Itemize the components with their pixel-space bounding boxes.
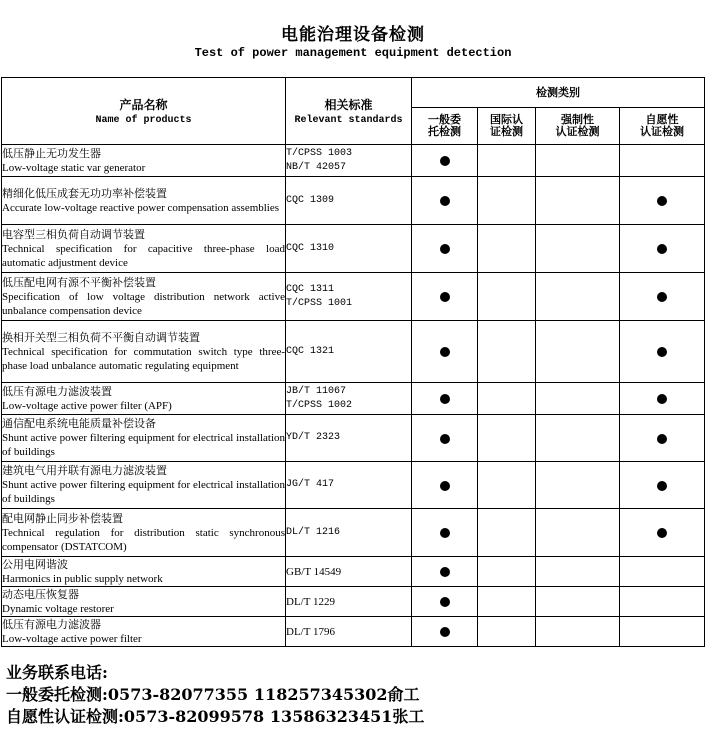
product-cell [2, 225, 286, 273]
category-mark-cell [620, 462, 705, 509]
category-mark-cell [412, 557, 478, 587]
category-mark-cell [412, 383, 478, 415]
category-mark-cell [478, 383, 536, 415]
product-cell [2, 557, 286, 587]
filled-circle-icon [440, 597, 450, 607]
standard-code: JB/T 11067 [286, 385, 347, 397]
product-cell [2, 177, 286, 225]
category-mark-cell [412, 273, 478, 321]
standard-cell [286, 383, 412, 415]
table-row [2, 225, 705, 273]
standard-code: DL/T 1216 [286, 526, 341, 538]
table-row [2, 617, 705, 647]
filled-circle-icon [440, 347, 450, 357]
header-standard-en: Relevant standards [294, 115, 403, 126]
filled-circle-icon [440, 196, 450, 206]
product-name-zh: 低压静止无功发生器 [2, 146, 101, 160]
category-mark-cell [536, 617, 620, 647]
product-name-en: Accurate low-voltage reactive power compensation assemblies [2, 201, 280, 214]
standard-cell [286, 587, 412, 617]
filled-circle-icon [440, 244, 450, 254]
standard-code: DL/T 1229 [286, 595, 335, 608]
category-mark-cell [478, 462, 536, 509]
product-name-en: Low-voltage active power filter [2, 632, 142, 645]
standard-code: T/CPSS 1003 [286, 147, 353, 159]
category-header [620, 108, 705, 145]
category-mark-cell [412, 225, 478, 273]
filled-circle-icon [440, 434, 450, 444]
contact-line-voluntary [6, 706, 424, 728]
category-mark-cell [620, 587, 705, 617]
standard-code: CQC 1311 [286, 283, 335, 295]
category-mark-cell [620, 415, 705, 462]
product-cell [2, 462, 286, 509]
contact-line-general [6, 684, 424, 706]
filled-circle-icon [657, 394, 667, 404]
contact-heading: 业务联系电话: [6, 663, 108, 682]
contact-mobile: 13586323451张工 [269, 707, 425, 726]
table-row [2, 557, 705, 587]
product-cell [2, 415, 286, 462]
standard-code: CQC 1321 [286, 345, 335, 357]
product-name-en: Dynamic voltage restorer [2, 602, 114, 615]
category-line2: 托检测 [428, 125, 461, 138]
contact-label: 自愿性认证检测: [6, 707, 124, 726]
category-mark-cell [536, 321, 620, 383]
category-mark-cell [620, 145, 705, 177]
product-cell [2, 509, 286, 557]
contact-phone: 0573-82077355 [107, 685, 249, 704]
contact-section [6, 662, 424, 728]
category-mark-cell [412, 177, 478, 225]
category-mark-cell [620, 225, 705, 273]
category-mark-cell [536, 225, 620, 273]
product-name-zh: 电容型三相负荷自动调节装置 [2, 227, 145, 241]
category-mark-cell [478, 617, 536, 647]
category-mark-cell [536, 177, 620, 225]
filled-circle-icon [657, 347, 667, 357]
category-mark-cell [478, 145, 536, 177]
header-product-en: Name of products [95, 115, 192, 126]
contact-mobile: 118257345302俞工 [253, 685, 420, 704]
category-mark-cell [412, 462, 478, 509]
category-mark-cell [478, 587, 536, 617]
standard-cell [286, 462, 412, 509]
category-mark-cell [620, 321, 705, 383]
standard-code: T/CPSS 1001 [286, 297, 353, 309]
contact-phone: 0573-82099578 [123, 707, 265, 726]
table-row [2, 509, 705, 557]
product-cell [2, 321, 286, 383]
product-cell [2, 273, 286, 321]
category-mark-cell [620, 383, 705, 415]
category-mark-cell [478, 273, 536, 321]
product-name-zh: 公用电网谐波 [2, 557, 68, 571]
standard-cell [286, 617, 412, 647]
product-name-zh: 低压配电网有源不平衡补偿装置 [2, 275, 156, 289]
filled-circle-icon [657, 244, 667, 254]
category-mark-cell [620, 509, 705, 557]
standard-code: JG/T 417 [286, 479, 335, 490]
product-name-en: Low-voltage static var generator [2, 161, 146, 174]
product-cell [2, 145, 286, 177]
category-mark-cell [536, 557, 620, 587]
category-line1: 自愿性 [645, 113, 679, 126]
category-mark-cell [478, 321, 536, 383]
product-name-zh: 动态电压恢复器 [2, 587, 79, 601]
category-mark-cell [536, 383, 620, 415]
standard-cell [286, 321, 412, 383]
product-name-zh: 低压有源电力滤波装置 [2, 384, 112, 398]
product-name-en: Technical regulation for distribution static synchronous compensator (DSTATCOM) [2, 526, 285, 553]
product-name-en: Technical specification for capacitive three-phase load automatic adjustment device [2, 242, 285, 269]
standard-cell [286, 177, 412, 225]
contact-label: 一般委托检测: [6, 685, 108, 704]
category-header [412, 108, 478, 145]
filled-circle-icon [657, 434, 667, 444]
standard-code: YD/T 2323 [286, 432, 341, 443]
category-mark-cell [536, 509, 620, 557]
standard-cell [286, 145, 412, 177]
product-name-zh: 低压有源电力滤波器 [2, 617, 101, 631]
category-header [536, 108, 620, 145]
filled-circle-icon [440, 394, 450, 404]
category-line1: 国际认 [490, 113, 523, 126]
standard-code: NB/T 42057 [286, 161, 347, 173]
table-row [2, 383, 705, 415]
filled-circle-icon [440, 481, 450, 491]
header-standard [286, 78, 412, 145]
standard-cell [286, 509, 412, 557]
product-name-zh: 通信配电系统电能质量补偿设备 [2, 417, 156, 430]
category-mark-cell [478, 509, 536, 557]
product-name-en: Specification of low voltage distribution network active unbalance compensation device [2, 290, 285, 317]
product-cell [2, 617, 286, 647]
standard-cell [286, 415, 412, 462]
filled-circle-icon [657, 292, 667, 302]
filled-circle-icon [657, 196, 667, 206]
standard-code: CQC 1310 [286, 242, 335, 254]
category-mark-cell [620, 557, 705, 587]
header-test-category: 检测类别 [412, 78, 705, 108]
product-name-zh: 换相开关型三相负荷不平衡自动调节装置 [2, 330, 200, 344]
product-name-zh: 精细化低压成套无功功率补偿装置 [2, 186, 167, 200]
standards-table [1, 77, 705, 647]
category-mark-cell [536, 587, 620, 617]
category-mark-cell [478, 225, 536, 273]
standard-code: CQC 1309 [286, 194, 335, 206]
category-header [478, 108, 536, 145]
category-mark-cell [412, 587, 478, 617]
category-mark-cell [412, 617, 478, 647]
category-mark-cell [412, 415, 478, 462]
category-mark-cell [412, 145, 478, 177]
table-row [2, 462, 705, 509]
filled-circle-icon [657, 528, 667, 538]
category-mark-cell [478, 557, 536, 587]
filled-circle-icon [657, 481, 667, 491]
category-mark-cell [536, 462, 620, 509]
page-title: 电能治理设备检测 [281, 25, 425, 45]
header-product-zh: 产品名称 [119, 98, 168, 112]
product-cell [2, 383, 286, 415]
category-mark-cell [620, 177, 705, 225]
product-name-en: Shunt active power filtering equipment for electrical installation of buildings [2, 479, 285, 505]
standard-cell [286, 225, 412, 273]
category-mark-cell [412, 509, 478, 557]
page-subtitle: Test of power management equipment detection [194, 46, 512, 60]
filled-circle-icon [440, 627, 450, 637]
category-mark-cell [536, 273, 620, 321]
standard-cell [286, 557, 412, 587]
product-name-en: Technical specification for commutation switch type three-phase load unbalance automatic regulating equipment [2, 345, 285, 372]
product-name-en: Shunt active power filtering equipment for electrical installation of buildings [2, 432, 285, 458]
category-line2: 证检测 [490, 125, 523, 138]
product-name-zh: 配电网静止同步补偿装置 [2, 511, 123, 525]
standard-code: DL/T 1796 [286, 625, 335, 638]
category-mark-cell [478, 415, 536, 462]
category-line2: 认证检测 [640, 125, 684, 138]
table-row [2, 415, 705, 462]
category-mark-cell [620, 617, 705, 647]
filled-circle-icon [440, 567, 450, 577]
filled-circle-icon [440, 528, 450, 538]
product-cell [2, 587, 286, 617]
filled-circle-icon [440, 292, 450, 302]
category-mark-cell [536, 415, 620, 462]
standard-code: GB/T 14549 [286, 565, 342, 578]
category-line1: 一般委 [428, 113, 461, 126]
standard-code: T/CPSS 1002 [286, 399, 353, 411]
header-product [2, 78, 286, 145]
table-row [2, 273, 705, 321]
category-mark-cell [620, 273, 705, 321]
table-row [2, 587, 705, 617]
product-name-en: Harmonics in public supply network [2, 572, 163, 585]
category-mark-cell [412, 321, 478, 383]
header-standard-zh: 相关标准 [324, 98, 373, 112]
table-row [2, 321, 705, 383]
table-row [2, 177, 705, 225]
product-name-en: Low-voltage active power filter (APF) [2, 399, 172, 412]
standard-cell [286, 273, 412, 321]
filled-circle-icon [440, 156, 450, 166]
product-name-zh: 建筑电气用并联有源电力滤波装置 [2, 464, 167, 477]
category-mark-cell [478, 177, 536, 225]
table-row [2, 145, 705, 177]
category-mark-cell [536, 145, 620, 177]
category-line2: 认证检测 [555, 125, 600, 138]
category-line1: 强制性 [561, 113, 594, 126]
